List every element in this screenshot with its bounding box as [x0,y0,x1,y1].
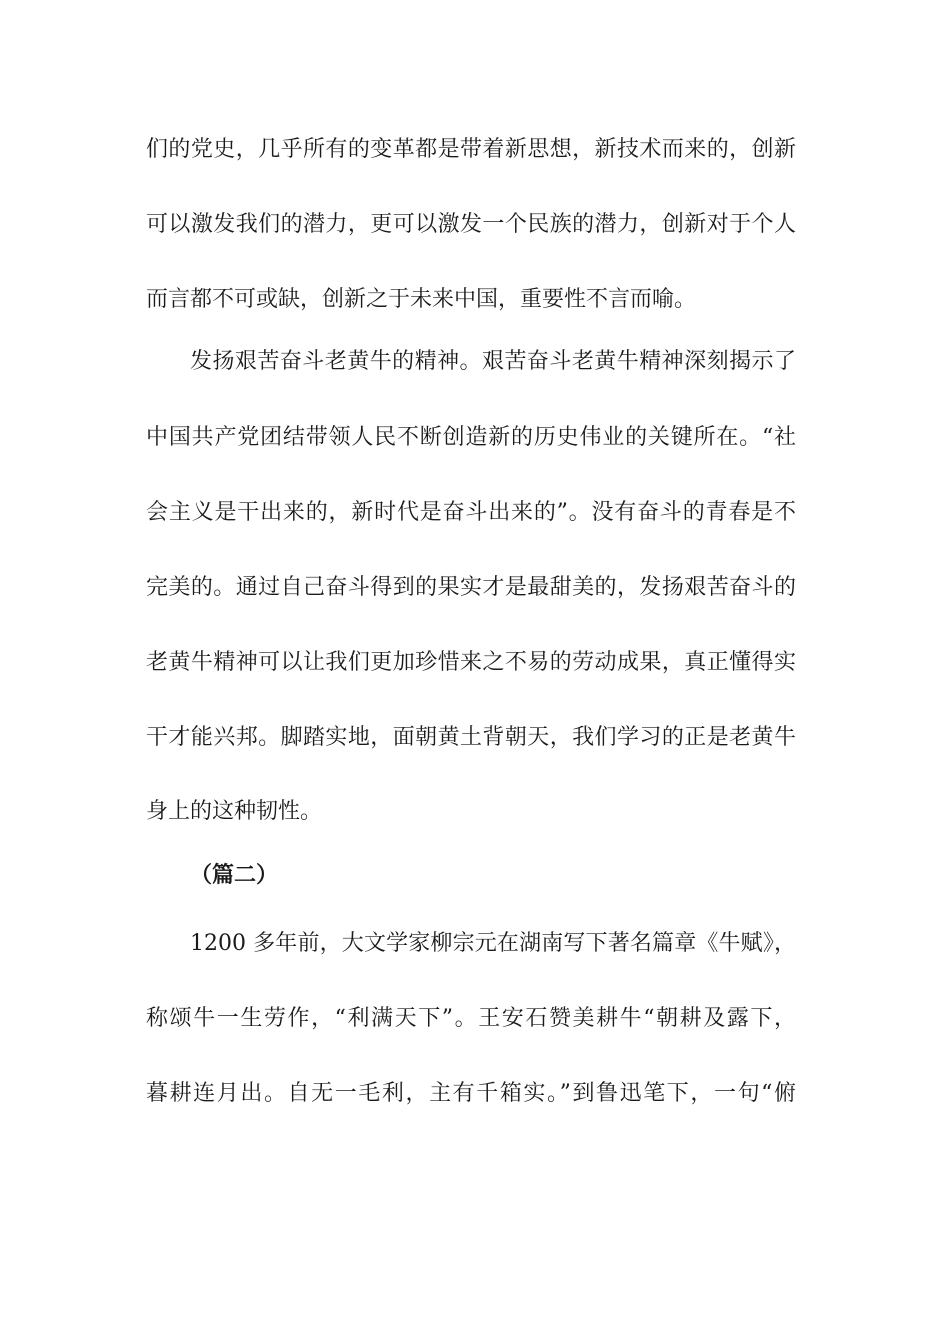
text-line-9: 干才能兴邦。脚踏实地，面朝黄土背朝天，我们学习的正是老黄牛 [146,725,796,750]
text-line-10: 身上的这种韧性。 [146,799,323,824]
text-line-14: 暮耕连月出。自无一毛利，主有千箱实。”到鲁迅笔下，一句“俯 [146,1081,796,1106]
text-line-8: 老黄牛精神可以让我们更加珍惜来之不易的劳动成果，真正懂得实 [146,650,796,675]
text-line-2: 可以激发我们的潜力，更可以激发一个民族的潜力，创新对于个人 [146,212,796,237]
section-heading: （篇二） [190,862,279,888]
text-line-5: 中国共产党团结带领人民不断创造新的历史伟业的关键所在。“社 [146,425,796,450]
text-line-1: 们的党史，几乎所有的变革都是带着新思想，新技术而来的，创新 [146,137,796,162]
text-line-6: 会主义是干出来的，新时代是奋斗出来的”。没有奋斗的青春是不 [146,500,796,525]
text-line-3: 而言都不可或缺，创新之于未来中国，重要性不言而喻。 [146,287,697,312]
text-line-12: 1200 多年前，大文学家柳宗元在湖南写下著名篇章《牛赋》， [190,931,796,956]
text-line-4: 发扬艰苦奋斗老黄牛的精神。艰苦奋斗老黄牛精神深刻揭示了 [190,349,796,374]
text-line-7: 完美的。通过自己奋斗得到的果实才是最甜美的，发扬艰苦奋斗的 [146,575,796,600]
text-line-13: 称颂牛一生劳作，“利满天下”。王安石赞美耕牛“朝耕及露下， [146,1006,796,1031]
